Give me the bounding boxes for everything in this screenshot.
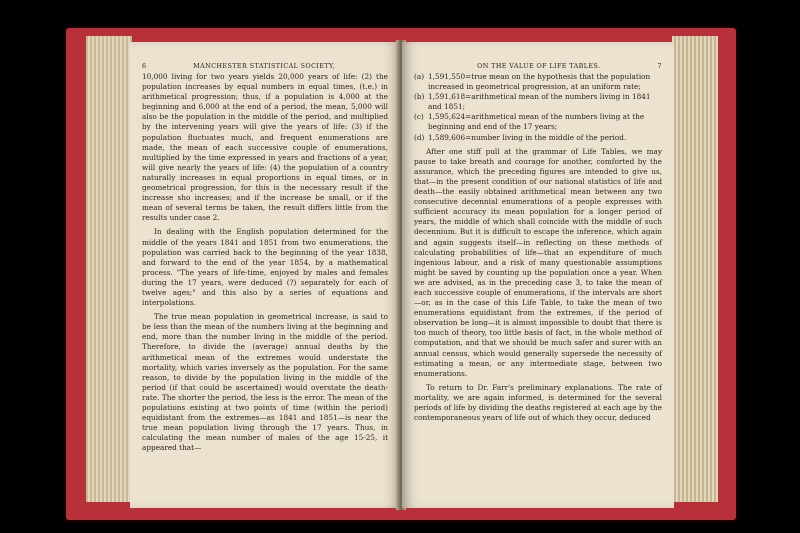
population-means-list xyxy=(414,72,662,143)
list-item xyxy=(414,72,662,92)
right-page xyxy=(402,42,674,508)
paragraph: 10,000 living for two years yields 20,000 years of life: (2) the population increases by equal numbers in equal times, (t.e.) in arithmetical progression; thus, if a population is 4,000 at the beginning and 6,000 at the end of a period, the mean, 5,000 will also be the population in the middle of the period, and multiplied by the intervening years will give the years of life: (3) if the population fluctuates much, and frequent enumerations are made, the mean of each successive couple of enumerations, multiplied by the time expressed in years and fractions of a year, will give nearly the years of life: (4) the population of a country naturally increases in equal proportions in equal times, or in geometrical progression, for this is the necessary result if the increase sho increases; and if the increase be small, or if the mean of several terms be taken, the result differs little from the results under case 2. xyxy=(142,72,388,223)
paragraph: The true mean population in geometrical increase, is said to be less than the mean of the numbers living at the beginning and end, more than the number living in the middle of the period. Therefore, to divide the (average) annual deaths by the arithmetical mean of the extremes would understate the mortality, which varies inversely as the population. For the same reason, to divide by the population living in the middle of the period (if that could be ascertained) would overstate the death-rate. The shorter the period, the less is the error. The mean of the populations existing at two points of time (within the period) equidistant from the extremes—as 1841 and 1851—is near the true mean population living through the 17 years. Thus, in calculating the mean number of males of the age 15-25, it appeared that— xyxy=(142,312,388,453)
list-item-text: 1,591,618=arithmetical mean of the numbers living in 1841 and 1851; xyxy=(428,92,651,112)
list-item xyxy=(414,92,662,112)
left-page-body xyxy=(142,72,388,453)
right-page-body xyxy=(414,147,662,424)
list-item xyxy=(414,133,662,143)
left-page xyxy=(130,42,400,508)
left-page-edges xyxy=(86,36,132,502)
list-item-label: (d) xyxy=(414,132,425,142)
right-page-number: 7 xyxy=(657,62,662,70)
left-running-head: MANCHESTER STATISTICAL SOCIETY, xyxy=(193,62,336,70)
right-page-edges xyxy=(672,36,718,502)
right-page-header xyxy=(414,62,662,70)
list-item xyxy=(414,112,662,132)
right-running-head: ON THE VALUE OF LIFE TABLES. xyxy=(477,62,601,70)
left-page-header xyxy=(142,62,388,70)
list-item-label: (b) xyxy=(414,92,425,102)
list-item-label: (a) xyxy=(414,72,425,81)
list-item-text: 1,589,606=number living in the middle of the period. xyxy=(428,132,627,142)
paragraph: To return to Dr. Farr's preliminary explanations. The rate of mortality, we are again informed, is determined for the several periods of life by dividing the deaths registered at each age by the contemporaneous years of life out of which they occur, deduced xyxy=(414,382,662,423)
list-item-text: 1,595,624=arithmetical mean of the numbers living at the beginning and end of the 17 years; xyxy=(428,112,645,132)
paragraph: After one stiff pull at the grammar of Life Tables, we may pause to take breath and courage for another, comforted by the assurance, which the preceding figures are intended to give us, that—in the present condition of our national statistics of life and death—the easily obtained arithmetical mean between any two consecutive decennial enumerations of a people expresses with sufficient accuracy its mean population for a longer period of years, the middle of which shall coincide with the middle of such decennium. But it is difficult to escape the inference, which again and again suggests itself—in reflecting on these methods of calculating probabilities of life—that an expenditure of much ingenious labour, and a risk of many questionable assumptions might be saved by counting up the population once a year. When we are advised, as in the preceding case 3, to take the mean of each successive couple of enumerations, if the intervals are short—or, as in the case of this Life Table, to take the mean of two enumerations equidistant from the extremes, if the period of observation be long—it is almost impossible to doubt that there is too much of theory, too little basis of fact, in the whole method of computation, and that we should be much safer and surer with an annual census, which would generally supersede the necessity of estimating a mean, or any intermediate stage, between two enumerations. xyxy=(414,146,662,378)
list-item-text: 1,591,550=true mean on the hypothesis that the population increased in geometrical progression, at an uniform rate; xyxy=(428,72,651,92)
paragraph: In dealing with the English population determined for the middle of the years 1841 and 1851 from two enumerations, the population was carried back to the beginning of the year 1838, and forward to the end of the year 1854, by a mathematical process. "The years of life-time, enjoyed by males and females during the 17 years, were deduced (?) separately for each of twelve ages;" and this also by a series of equations and interpolations. xyxy=(142,227,388,308)
left-page-number: 6 xyxy=(142,62,147,70)
list-item-label: (c) xyxy=(414,112,424,122)
